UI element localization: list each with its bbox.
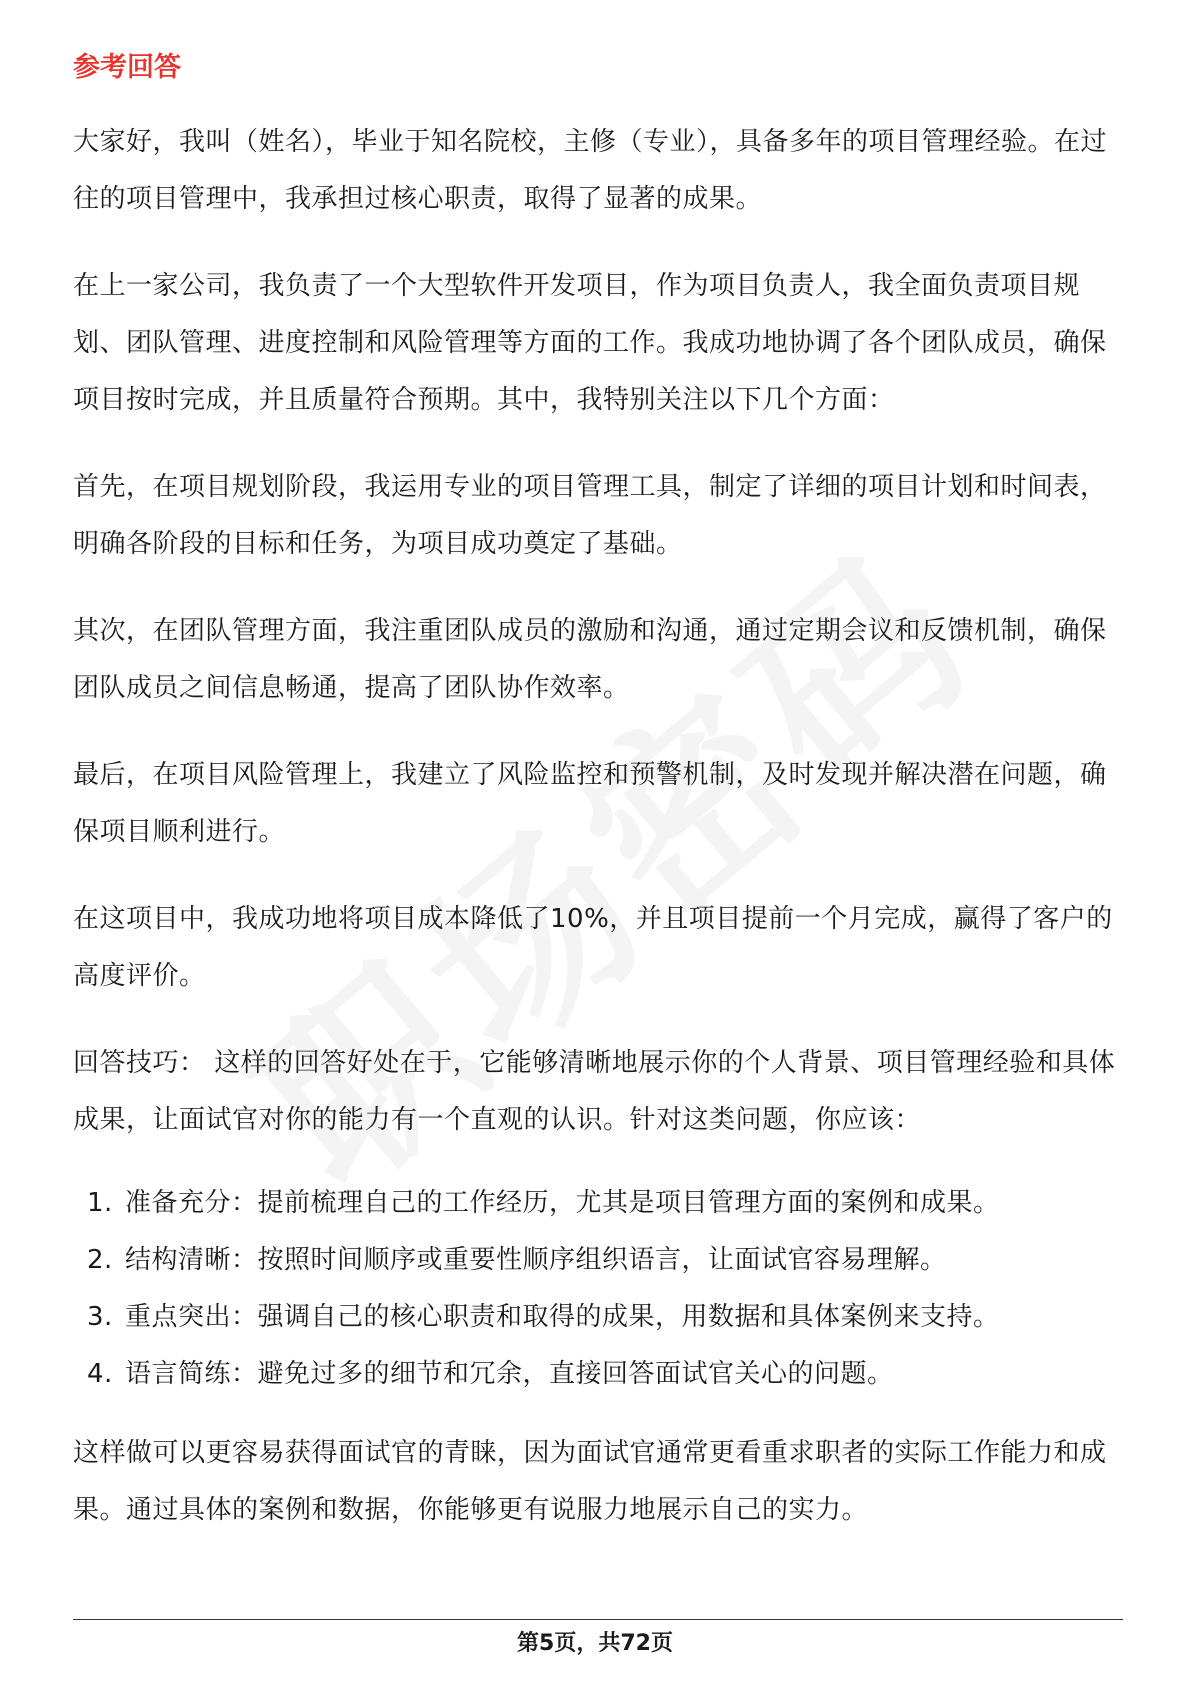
list-item-text: 重点突出：强调自己的核心职责和取得的成果，用数据和具体案例来支持。 [125,1302,1000,1332]
list-item [73,1289,1123,1346]
paragraph-intro: 大家好，我叫（姓名），毕业于知名院校，主修（专业），具备多年的项目管理经验。在过往的项目管理中，我承担过核心职责，取得了显著的成果。 [73,127,1108,214]
section-heading: 参考回答 [73,52,181,83]
page-content [73,48,1123,1569]
list-item [73,1232,1123,1289]
list-item-text: 语言简练：避免过多的细节和冗余，直接回答面试官关心的问题。 [125,1359,894,1389]
list-item-number: 4. [87,1359,113,1389]
paragraph-risk: 最后，在项目风险管理上，我建立了风险监控和预警机制，及时发现并解决潜在问题，确保项目顺利进行。 [73,760,1107,847]
page-number: 第5页，共72页 [517,1631,673,1656]
footer-divider [73,1619,1123,1620]
list-item [73,1346,1123,1403]
list-item [73,1175,1123,1232]
list-item-number: 3. [87,1302,113,1332]
paragraph-project: 在上一家公司，我负责了一个大型软件开发项目，作为项目负责人，我全面负责项目规划、团队管理、进度控制和风险管理等方面的工作。我成功地协调了各个团队成员，确保项目按时完成，并且质量符合预期。其中，我特别关注以下几个方面： [73,271,1107,415]
list-item-text: 结构清晰：按照时间顺序或重要性顺序组织语言，让面试官容易理解。 [125,1245,947,1275]
tips-list [73,1175,1123,1403]
paragraph-team: 其次，在团队管理方面，我注重团队成员的激励和沟通，通过定期会议和反馈机制，确保团队成员之间信息畅通，提高了团队协作效率。 [73,616,1107,703]
paragraph-planning: 首先，在项目规划阶段，我运用专业的项目管理工具，制定了详细的项目计划和时间表，明确各阶段的目标和任务，为项目成功奠定了基础。 [73,472,1107,559]
paragraph-closing: 这样做可以更容易获得面试官的青睐，因为面试官通常更看重求职者的实际工作能力和成果。通过具体的案例和数据，你能够更有说服力地展示自己的实力。 [73,1438,1107,1525]
paragraph-result: 在这项目中，我成功地将项目成本降低了10%，并且项目提前一个月完成，赢得了客户的高度评价。 [73,904,1113,991]
list-item-text: 准备充分：提前梳理自己的工作经历，尤其是项目管理方面的案例和成果。 [125,1188,1000,1218]
list-item-number: 2. [87,1245,113,1275]
paragraph-tips-intro: 回答技巧： 这样的回答好处在于，它能够清晰地展示你的个人背景、项目管理经验和具体成果，让面试官对你的能力有一个直观的认识。针对这类问题，你应该： [73,1048,1116,1135]
list-item-number: 1. [87,1188,113,1218]
